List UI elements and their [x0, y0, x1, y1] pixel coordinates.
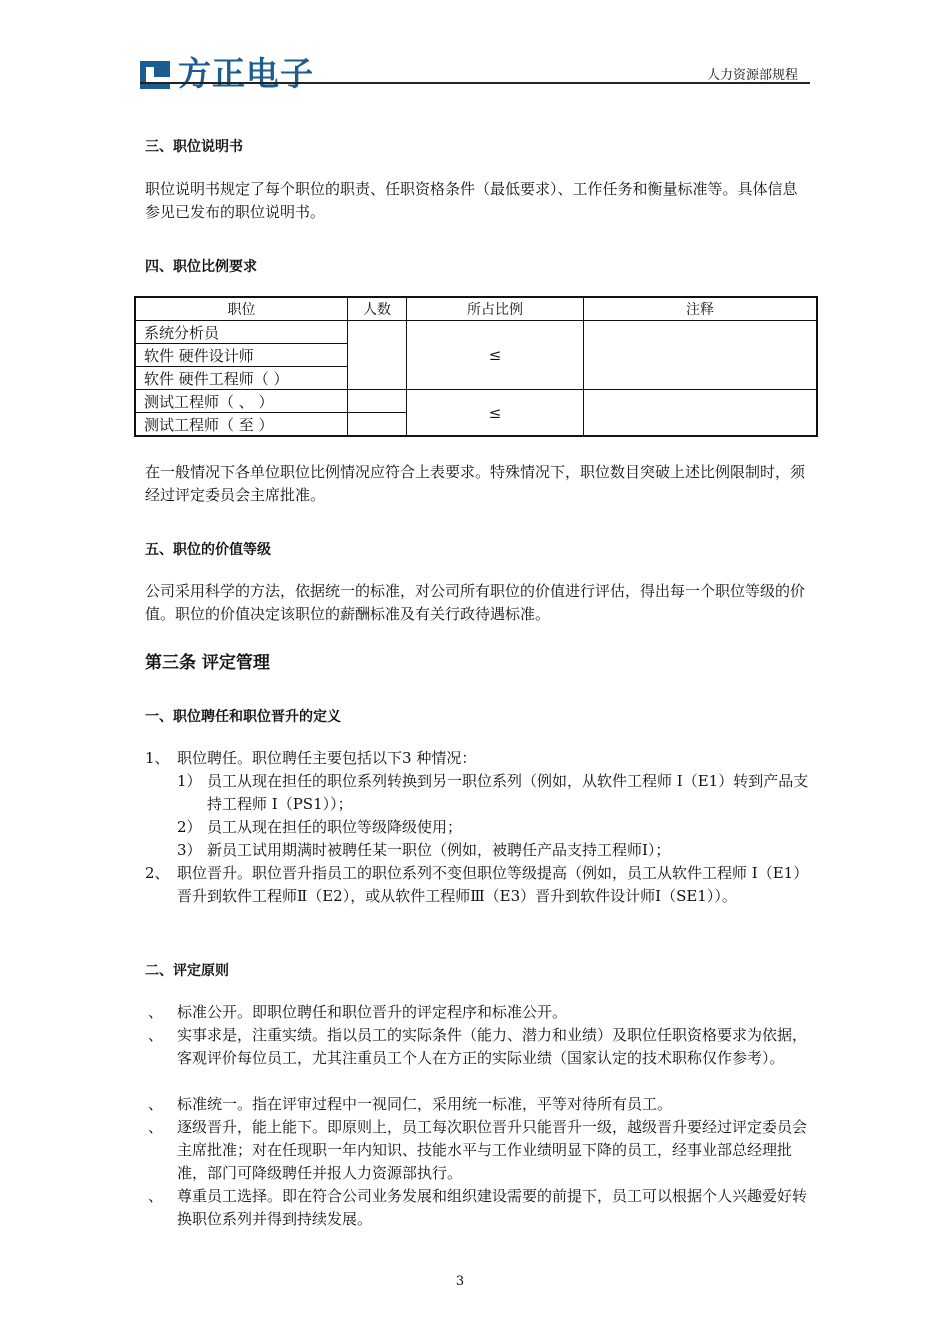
item2-text: 职位晋升。职位晋升指员工的职位系列不变但职位等级提高（例如，员工从软件工程师 I（E1）晋升到软件工程师Ⅱ（E2），或从软件工程师Ⅲ（E3）晋升到软件设计师Ⅰ（SE1））。: [177, 864, 809, 905]
table-header: 人数: [348, 297, 407, 321]
header-divider: [140, 82, 810, 84]
sub1-text: 员工从现在担任的职位系列转换到另一职位系列（例如，从软件工程师 I（E1）转到产品支持工程师 I（PS1））；: [207, 772, 809, 813]
article3-title: 第三条 评定管理: [145, 653, 270, 673]
section5-heading: 五、职位的价值等级: [145, 542, 271, 558]
table-header-row: [135, 297, 817, 321]
sub3-number: 3）: [177, 841, 202, 859]
bullet-mark: 、: [148, 1003, 164, 1021]
table-cell-count: [348, 413, 407, 437]
table-cell-note: [584, 321, 818, 390]
company-logo: [140, 54, 314, 94]
bullet-mark: 、: [148, 1118, 164, 1136]
table-cell-count: [348, 321, 407, 390]
bullet-mark: 、: [148, 1187, 164, 1205]
table-header: 职位: [135, 297, 348, 321]
principle-item: 实事求是，注重实绩。指以员工的实际条件（能力、潜力和业绩）及职位任职资格要求为依据，客观评价每位员工，尤其注重员工个人在方正的实际业绩（国家认定的技术职称仅作参考）。: [177, 1026, 808, 1067]
table-header: 注释: [584, 297, 818, 321]
principle-item: 标准公开。即职位聘任和职位晋升的评定程序和标准公开。: [177, 1003, 568, 1021]
table-cell-position: 系统分析员: [135, 321, 348, 344]
principles-heading: 二、评定原则: [145, 963, 229, 979]
table-cell-ratio: ≤: [407, 390, 584, 437]
section3-body: 职位说明书规定了每个职位的职责、任职资格条件（最低要求）、工作任务和衡量标准等。具体信息参见已发布的职位说明书。: [145, 180, 798, 221]
table-cell-note: [584, 390, 818, 437]
table-cell-count: [348, 390, 407, 413]
table-cell-position: 软件 硬件工程师（ ）: [135, 367, 348, 390]
page-number: 3: [455, 1274, 465, 1289]
table-cell-ratio: ≤: [407, 321, 584, 390]
bullet-mark: 、: [148, 1026, 164, 1044]
definitions-heading: 一、职位聘任和职位晋升的定义: [145, 709, 341, 725]
section4-note: 在一般情况下各单位职位比例情况应符合上表要求。特殊情况下，职位数目突破上述比例限制时，须经过评定委员会主席批准。: [145, 463, 806, 504]
principle-item: 尊重员工选择。即在符合公司业务发展和组织建设需要的前提下，员工可以根据个人兴趣爱好转换职位系列并得到持续发展。: [177, 1187, 808, 1228]
principle-item: 逐级晋升，能上能下。即原则上，员工每次职位晋升只能晋升一级，越级晋升要经过评定委员会主席批准；对在任现职一年内知识、技能水平与工作业绩明显下降的员工，经事业部总经理批准，部门可降级聘任并报人力资源部执行。: [177, 1118, 808, 1182]
item1-number: 1、: [145, 749, 170, 767]
section5-body: 公司采用科学的方法，依据统一的标准，对公司所有职位的价值进行评估，得出每一个职位等级的价值。职位的价值决定该职位的薪酬标准及有关行政待遇标准。: [145, 582, 806, 623]
table-row: [135, 390, 817, 413]
sub2-text: 员工从现在担任的职位等级降级使用；: [207, 818, 463, 836]
sub3-text: 新员工试用期满时被聘任某一职位（例如，被聘任产品支持工程师Ⅰ）；: [207, 841, 671, 859]
table-header: 所占比例: [407, 297, 584, 321]
bullet-mark: 、: [148, 1095, 164, 1113]
sub1-number: 1）: [177, 772, 202, 790]
logo-text: 方正电子: [178, 54, 314, 93]
table-row: [135, 321, 817, 344]
section3-heading: 三、职位说明书: [145, 139, 243, 155]
logo-mark-icon: [140, 57, 174, 91]
position-ratio-table: [134, 296, 818, 437]
header-department-doc: 人力资源部规程: [706, 68, 798, 83]
table-cell-position: 测试工程师（ 、 ）: [135, 390, 348, 413]
section4-heading: 四、职位比例要求: [145, 259, 257, 275]
item2-number: 2、: [145, 864, 170, 882]
item1-text: 职位聘任。职位聘任主要包括以下3 种情况：: [177, 749, 477, 767]
principle-item: 标准统一。指在评审过程中一视同仁，采用统一标准，平等对待所有员工。: [177, 1095, 673, 1113]
table-cell-position: 测试工程师（ 至 ）: [135, 413, 348, 437]
sub2-number: 2）: [177, 818, 202, 836]
table-cell-position: 软件 硬件设计师: [135, 344, 348, 367]
